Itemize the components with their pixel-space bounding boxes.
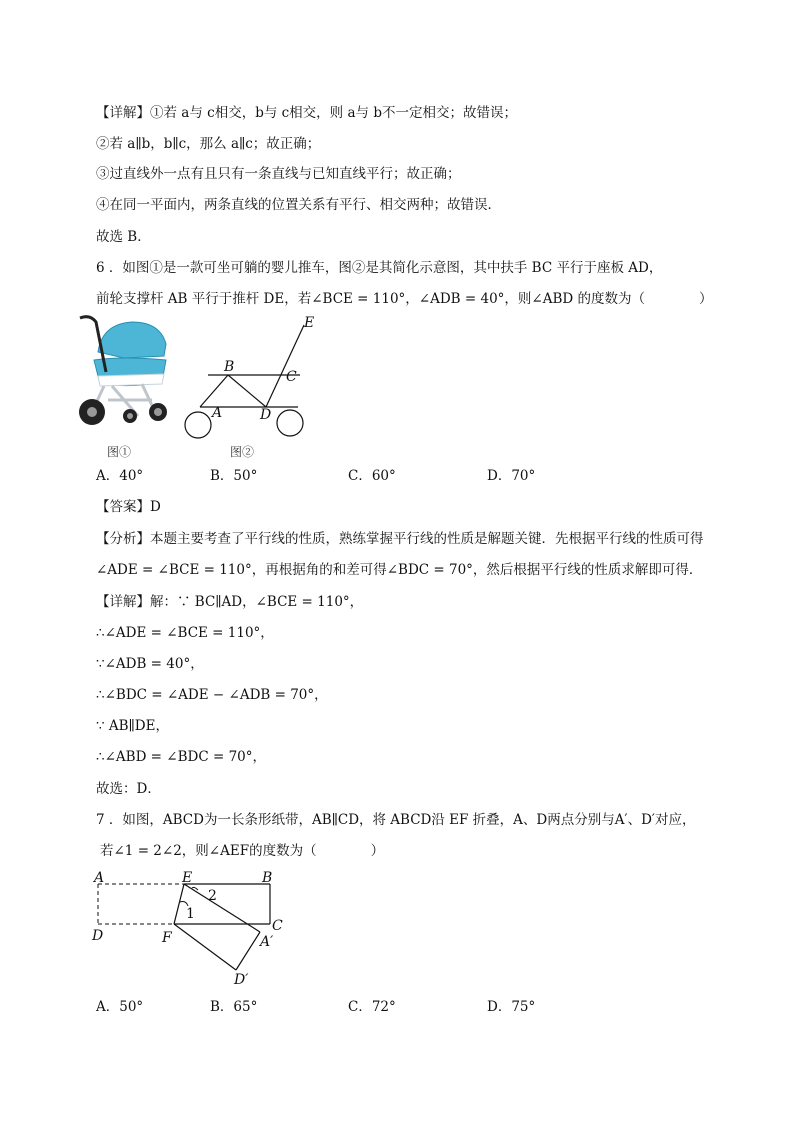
label-C: C bbox=[286, 369, 297, 385]
label-B: B bbox=[224, 359, 235, 375]
angle-1-label: 1 bbox=[186, 906, 195, 922]
analysis-line-2: ∠ADE = ∠BCE = 110°，再根据角的和差可得∠BDC = 70°，然后根据平行线的性质求解即可得． bbox=[96, 562, 703, 578]
q7-option-b: B．65° bbox=[210, 999, 258, 1015]
label-E: E bbox=[182, 870, 193, 886]
detail-line-4: ④在同一平面内，两条直线的位置关系有平行、相交两种；故错误． bbox=[96, 197, 501, 213]
label-B: B bbox=[262, 870, 273, 886]
label-C: C bbox=[272, 918, 283, 934]
label-D: D bbox=[260, 407, 272, 423]
folded-strip-diagram bbox=[88, 866, 298, 988]
detail-line-2: ②若 a∥b，b∥c，那么 a∥c；故正确； bbox=[96, 136, 321, 152]
question-6-line-1: 6 ．如图①是一款可坐可躺的婴儿推车，图②是其简化示意图，其中扶手 BC 平行于座板 AD， bbox=[96, 260, 663, 276]
q7-option-d: D．75° bbox=[487, 999, 536, 1015]
figure-2-caption: 图② bbox=[230, 445, 255, 459]
question-6-line-2: 前轮支撑杆 AB 平行于推杆 DE，若∠BCE = 110°，∠ADB = 40°，则∠ABD 的度数为（ ） bbox=[96, 291, 713, 307]
q6-option-d: D．70° bbox=[487, 468, 536, 484]
stroller-diagram bbox=[180, 315, 315, 440]
solution-line-3: ∵∠ADB = 40°， bbox=[96, 656, 204, 672]
answer-6: 【答案】D bbox=[96, 499, 161, 515]
solution-line-7: 故选：D． bbox=[96, 781, 161, 797]
question-7-line-2: 若∠1 = 2∠2，则∠AEF的度数为（ ） bbox=[100, 843, 385, 859]
answer-line-5: 故选 B． bbox=[96, 229, 151, 245]
figure-1-caption: 图① bbox=[107, 445, 132, 459]
label-E: E bbox=[304, 315, 315, 331]
angle-2-label: 2 bbox=[208, 888, 217, 904]
label-A-prime: A′ bbox=[260, 934, 274, 950]
solution-line-4: ∴∠BDC = ∠ADE − ∠ADB = 70°， bbox=[96, 687, 328, 703]
q6-option-c: C．60° bbox=[348, 468, 396, 484]
analysis-line-1: 【分析】本题主要考查了平行线的性质，熟练掌握平行线的性质是解题关键．先根据平行线的性质可得 bbox=[96, 531, 704, 547]
q7-option-a: A．50° bbox=[96, 999, 144, 1015]
label-A: A bbox=[94, 870, 105, 886]
q7-option-c: C．72° bbox=[348, 999, 396, 1015]
solution-line-6: ∴∠ABD = ∠BDC = 70°， bbox=[96, 749, 266, 765]
solution-line-5: ∵ AB∥DE， bbox=[96, 718, 169, 734]
detail-line-1: 【详解】①若 a与 c相交，b与 c相交，则 a与 b不一定相交；故错误； bbox=[96, 105, 517, 121]
detail-line-3: ③过直线外一点有且只有一条直线与已知直线平行；故正确； bbox=[96, 166, 461, 182]
label-D: D bbox=[92, 928, 104, 944]
question-7-line-1: 7 ．如图，ABCD为一长条形纸带，AB∥CD，将 ABCD沿 EF 折叠，A、D两点分别与A′、D′对应， bbox=[96, 812, 696, 828]
q6-option-b: B．50° bbox=[210, 468, 258, 484]
stroller-illustration bbox=[72, 312, 172, 432]
q6-option-a: A．40° bbox=[96, 468, 144, 484]
label-F: F bbox=[162, 930, 172, 946]
solution-line-1: 【详解】解：∵ BC∥AD，∠BCE = 110°， bbox=[96, 594, 364, 610]
solution-line-2: ∴∠ADE = ∠BCE = 110°， bbox=[96, 625, 274, 641]
label-A: A bbox=[212, 405, 223, 421]
label-D-prime: D′ bbox=[234, 972, 249, 988]
